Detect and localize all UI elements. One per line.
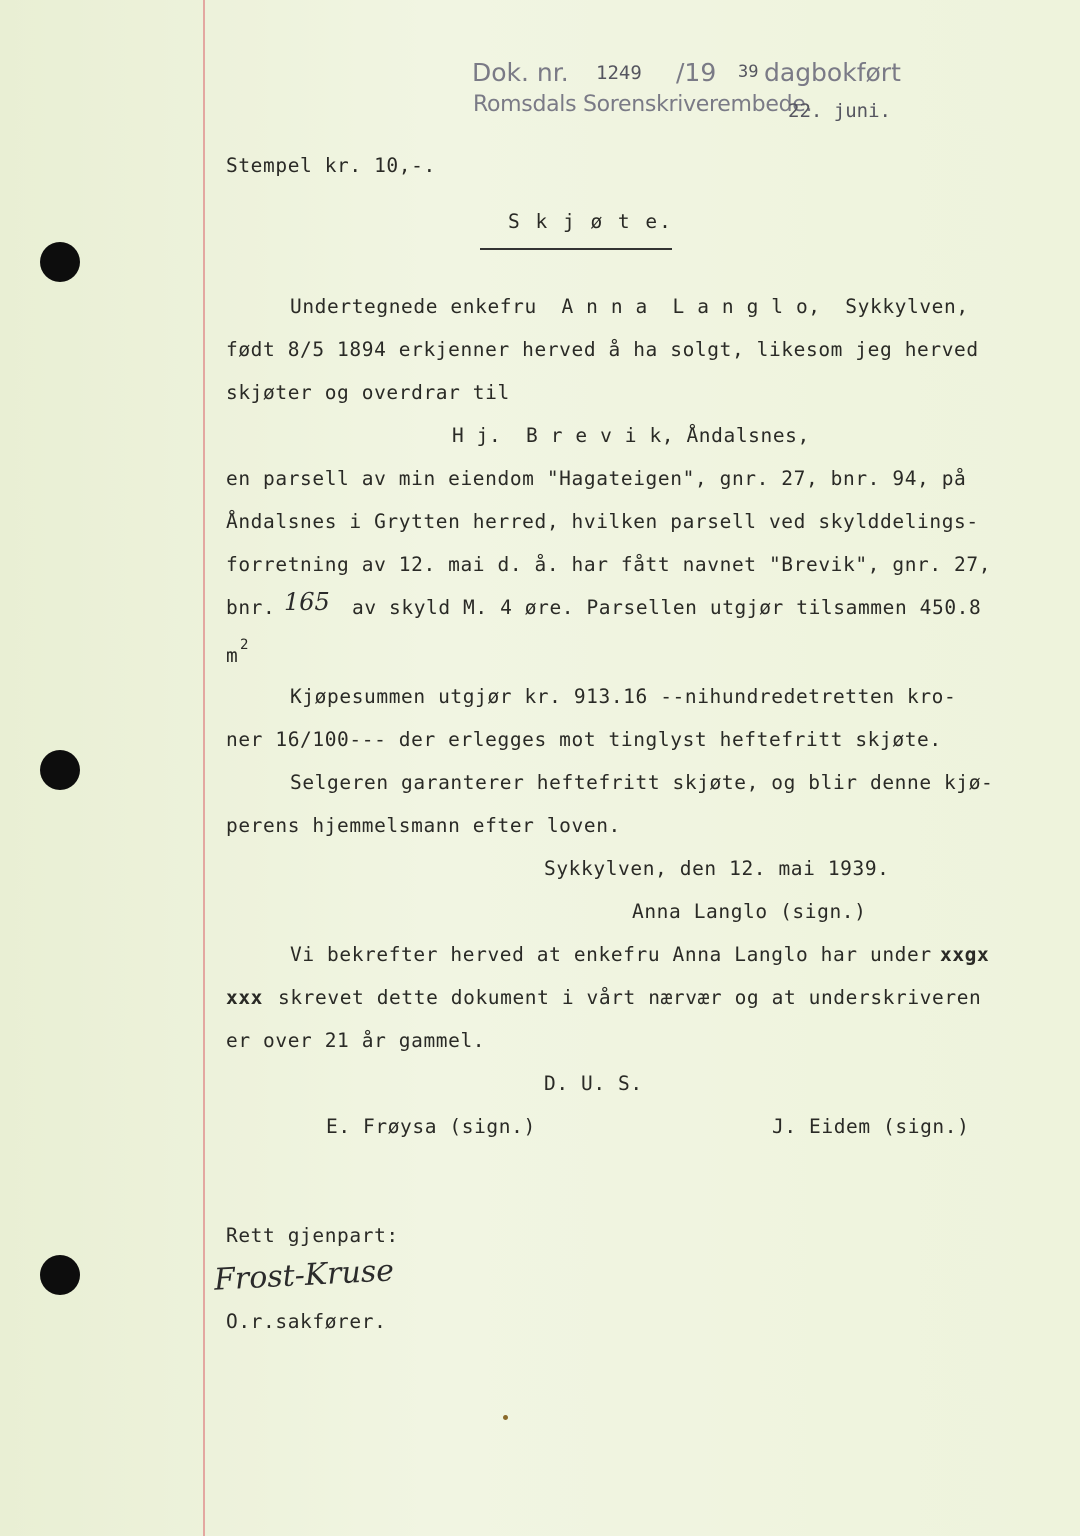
unit-exponent: 2 [240,637,250,653]
witness-line-2: skrevet dette dokument i vårt nærvær og at underskriveren [278,986,982,1009]
unit-m: m [226,644,239,667]
text-line-guarantee-1: Selgeren garanterer heftefritt skjøte, og blir denne kjø- [290,771,994,794]
document-title: S k j ø t e. [508,210,673,233]
title-underline [480,248,672,250]
signer-title: O.r.sakfører. [226,1310,387,1333]
punch-hole [40,242,80,282]
buyer-line: H j. B r e v i k, Åndalsnes, [452,424,810,447]
stamp-date: 22. juni. [788,100,891,122]
punch-hole [40,1255,80,1295]
stamp-year-suffix: 39 [738,62,759,82]
text-line-guarantee-2: perens hjemmelsmann efter loven. [226,814,621,837]
text-line-1: Undertegnede enkefru A n n a L a n g l o, Sykkylven, [290,295,969,318]
stamp-status: dagbokført [764,58,901,87]
bnr-label: bnr. [226,596,276,619]
witness-signature-1: E. Frøysa (sign.) [326,1115,536,1138]
handwritten-bnr: 165 [284,588,330,616]
typed-over-mark: xxgx [940,943,990,966]
witness-line-3: er over 21 år gammel. [226,1029,486,1052]
copy-certification: Rett gjenpart: [226,1224,399,1247]
stamp-year-prefix: /19 [676,58,717,87]
text-line-8: av skyld M. 4 øre. Parsellen utgjør tilsammen 450.8 [352,596,982,619]
dus-mark: D. U. S. [544,1072,643,1095]
handwritten-signature: Frost-Kruse [213,1253,395,1298]
text-line-7: forretning av 12. mai d. å. har fått navnet "Brevik", gnr. 27, [226,553,992,576]
text-line-2: født 8/5 1894 erkjenner herved å ha solgt, likesom jeg herved [226,338,979,361]
text-line-5: en parsell av min eiendom "Hagateigen", gnr. 27, bnr. 94, på [226,467,967,490]
stamp-office: Romsdals Sorenskriverembede. [473,92,813,117]
place-date: Sykkylven, den 12. mai 1939. [544,857,890,880]
stamp-number: 1249 [596,62,642,84]
text-line-price-2: ner 16/100--- der erlegges mot tinglyst heftefritt skjøte. [226,728,942,751]
ink-spot [503,1415,508,1420]
stempel-line: Stempel kr. 10,-. [226,154,436,177]
text-line-6: Åndalsnes i Grytten herred, hvilken parsell ved skylddelings- [226,510,979,533]
witness-line-1: Vi bekrefter herved at enkefru Anna Langlo har under [290,943,932,966]
margin-rule [203,0,205,1536]
text-line-price-1: Kjøpesummen utgjør kr. 913.16 --nihundredetretten kro- [290,685,957,708]
witness-signature-2: J. Eidem (sign.) [772,1115,970,1138]
seller-signature: Anna Langlo (sign.) [632,900,867,923]
stamp-dok-label: Dok. nr. [472,58,569,87]
typed-over-mark: xxx [226,986,264,1009]
punch-hole [40,750,80,790]
text-line-3: skjøter og overdrar til [226,381,510,404]
